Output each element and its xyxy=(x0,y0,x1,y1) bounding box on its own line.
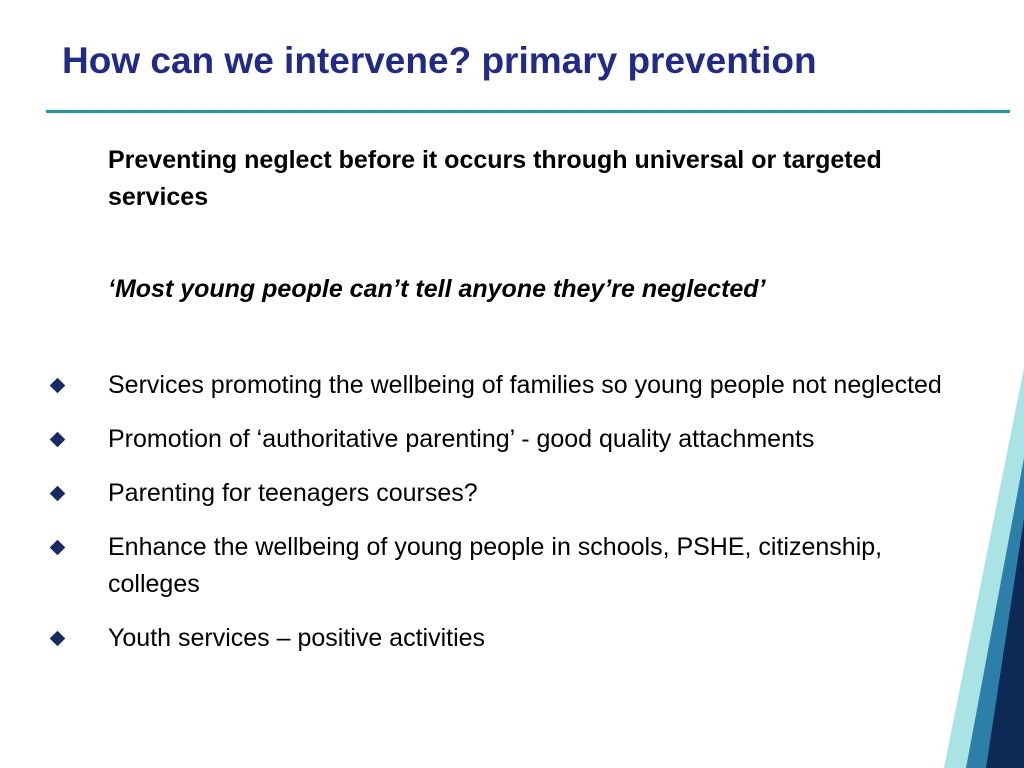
bullet-item xyxy=(46,529,956,603)
bullet-list xyxy=(46,367,956,674)
slide-title: How can we intervene? primary prevention xyxy=(62,40,817,81)
quote-statement: ‘Most young people can’t tell anyone they’re neglected’ xyxy=(108,275,766,303)
bullet-text: Services promoting the wellbeing of families so young people not neglected xyxy=(108,371,942,399)
bullet-item xyxy=(46,421,956,458)
diamond-bullet-icon xyxy=(50,486,66,502)
bullet-item xyxy=(46,367,956,404)
title-divider xyxy=(46,110,1010,113)
bullet-item xyxy=(46,475,956,512)
bullet-text: Promotion of ‘authoritative parenting’ - good quality attachments xyxy=(108,425,815,453)
diamond-bullet-icon xyxy=(50,432,66,448)
diamond-bullet-icon xyxy=(50,540,66,556)
bullet-text: Parenting for teenagers courses? xyxy=(108,479,478,507)
lead-statement: Preventing neglect before it occurs through universal or targeted services xyxy=(108,146,882,211)
bullet-text: Youth services – positive activities xyxy=(108,624,486,652)
diamond-bullet-icon xyxy=(50,378,66,394)
bullet-item xyxy=(46,620,956,657)
corner-decoration xyxy=(944,368,1024,768)
diamond-bullet-icon xyxy=(50,631,66,647)
bullet-text: Enhance the wellbeing of young people in schools, PSHE, citizenship, colleges xyxy=(108,533,883,598)
